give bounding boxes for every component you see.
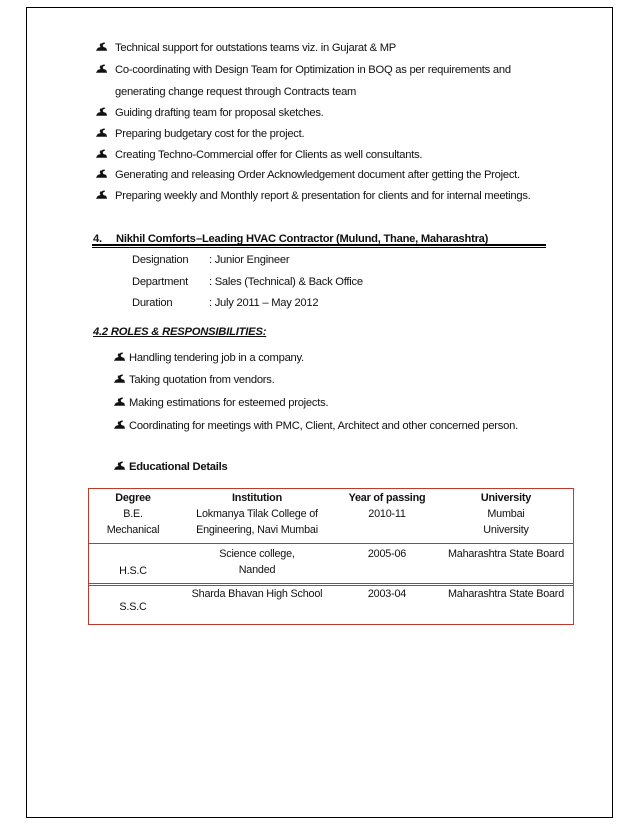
bullet-text: Preparing weekly and Monthly report & presentation for clients and for internal meetings.: [115, 190, 531, 202]
university-line: Mumbai: [487, 508, 525, 520]
designation-value: : Junior Engineer: [209, 254, 290, 266]
year-cell: 2010-11: [368, 508, 406, 520]
writing-hand-icon: [95, 190, 108, 203]
university-cell: Maharashtra State Board: [447, 548, 565, 560]
university-line: University: [483, 524, 529, 536]
institution-line: Lokmanya Tilak College of: [196, 508, 318, 520]
degree-cell: Mechanical: [106, 524, 160, 536]
employer-number: 4.: [93, 233, 102, 245]
department-value: : Sales (Technical) & Back Office: [209, 276, 363, 288]
writing-hand-icon: [113, 461, 126, 474]
writing-hand-icon: [95, 128, 108, 141]
department-label: Department: [132, 276, 188, 288]
year-cell: 2003-04: [367, 588, 407, 600]
role-text: Making estimations for esteemed projects.: [129, 397, 329, 409]
row-divider: [89, 543, 573, 544]
writing-hand-icon: [113, 374, 126, 387]
education-heading-text: Educational Details: [129, 461, 228, 473]
writing-hand-icon: [95, 64, 108, 77]
bullet-text: Technical support for outstations teams viz. in Gujarat & MP: [115, 42, 396, 54]
duration-value: : July 2011 – May 2012: [209, 297, 319, 309]
institution-cell: Sharda Bhavan High School: [191, 588, 323, 600]
table-header-year: Year of passing: [348, 492, 426, 504]
bullet-text: Co-coordinating with Design Team for Optimization in BOQ as per requirements and: [115, 64, 511, 76]
writing-hand-icon: [95, 42, 108, 55]
institution-line: Science college,: [219, 548, 295, 560]
employer-name: Nikhil Comforts: [116, 233, 196, 245]
bullet-text: Generating and releasing Order Acknowledgement document after getting the Project.: [115, 169, 520, 181]
institution-cell: [187, 546, 327, 578]
university-cell: [441, 506, 571, 538]
role-text: Taking quotation from vendors.: [129, 374, 275, 386]
writing-hand-icon: [113, 420, 126, 433]
table-header-institution: Institution: [232, 492, 282, 504]
writing-hand-icon: [95, 107, 108, 120]
roles-heading: 4.2 ROLES & RESPONSIBILITIES:: [93, 326, 267, 338]
table-row: [89, 506, 177, 538]
table-header-degree: Degree: [115, 492, 151, 504]
writing-hand-icon: [95, 149, 108, 162]
heading-rule: [92, 244, 546, 246]
bullet-text: Guiding drafting team for proposal sketches.: [115, 107, 324, 119]
institution-line: Engineering, Navi Mumbai: [196, 524, 318, 536]
bullet-text: Preparing budgetary cost for the project.: [115, 128, 305, 140]
duration-label: Duration: [132, 297, 173, 309]
heading-rule: [92, 247, 546, 248]
bullet-continuation: generating change request through Contracts team: [115, 86, 357, 98]
degree-cell: S.S.C: [119, 601, 147, 613]
institution-line: Nanded: [238, 564, 276, 576]
role-text: Handling tendering job in a company.: [129, 352, 304, 364]
year-cell: 2005-06: [367, 548, 407, 560]
institution-cell: [187, 506, 327, 538]
employer-location: (Mulund, Thane, Maharashtra): [336, 233, 489, 245]
degree-cell: B.E.: [123, 508, 143, 520]
education-table: [88, 488, 574, 625]
writing-hand-icon: [113, 397, 126, 410]
employer-tagline: –Leading HVAC Contractor: [196, 233, 334, 245]
university-cell: Maharashtra State Board: [447, 588, 565, 600]
role-text: Coordinating for meetings with PMC, Client, Architect and other concerned person.: [129, 420, 518, 432]
writing-hand-icon: [95, 169, 108, 182]
bullet-text: Creating Techno-Commercial offer for Clients as well consultants.: [115, 149, 423, 161]
row-divider: [89, 583, 573, 584]
table-header-university: University: [480, 492, 532, 504]
designation-label: Designation: [132, 254, 189, 266]
writing-hand-icon: [113, 352, 126, 365]
degree-cell: H.S.C: [119, 565, 147, 577]
